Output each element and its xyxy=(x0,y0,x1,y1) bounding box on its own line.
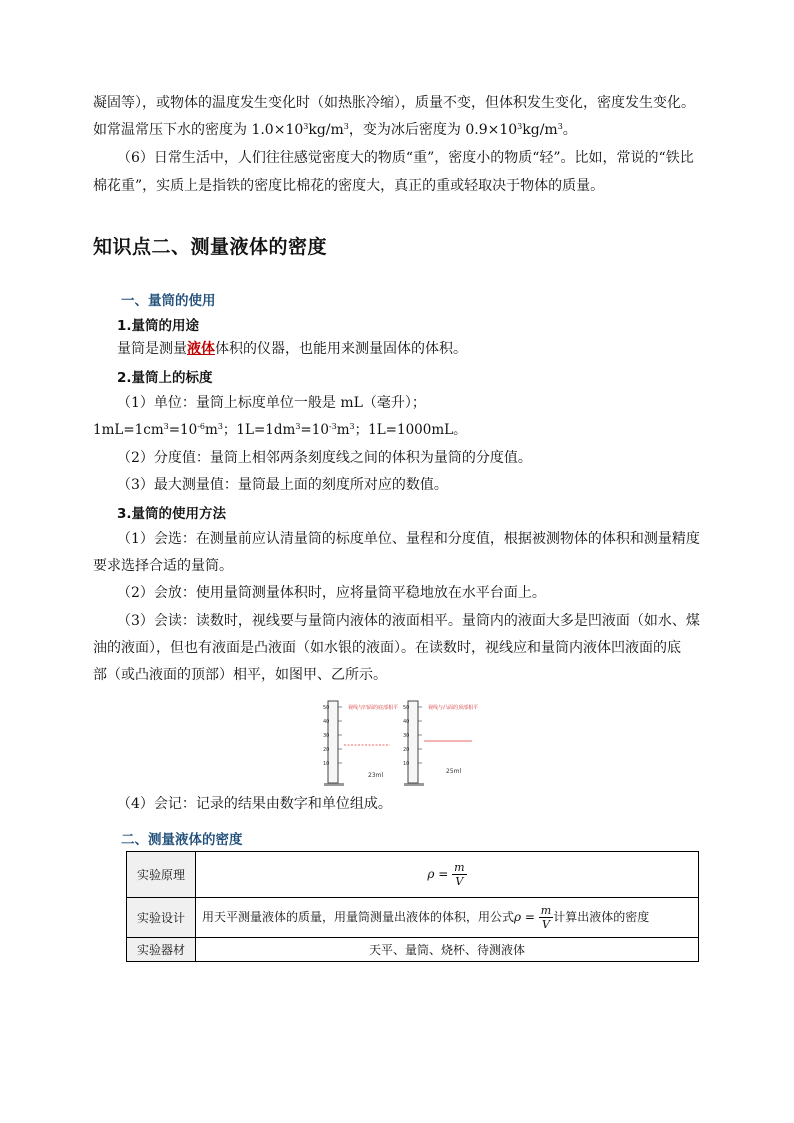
method-2: （2）会放：使用量筒测量体积时，应将量筒平稳地放在水平台面上。 xyxy=(117,585,546,601)
table-row xyxy=(127,938,699,962)
tick-label: 50 xyxy=(403,705,410,711)
row-label: 实验原理 xyxy=(127,852,196,898)
method-4: （4）会记：记录的结果由数字和单位组成。 xyxy=(117,796,392,812)
intro-line-4: 棉花重”，实质上是指铁的密度比棉花的密度大，真正的重或轻取决于物体的质量。 xyxy=(93,178,605,194)
intro-line-3: （6）日常生活中，人们往往感觉密度大的物质“重”，密度小的物质“轻”。比如，常说的“铁比 xyxy=(117,150,694,166)
max-line: （3）最大测量值：量筒最上面的刻度所对应的数值。 xyxy=(117,477,448,493)
intro-line-1: 凝固等），或物体的温度发生变化时（如热胀冷缩），质量不变，但体积发生变化，密度发生变化。 xyxy=(93,95,695,111)
row-label: 实验器材 xyxy=(127,938,196,962)
cylinder-right-body xyxy=(408,701,418,783)
design-text: 用天平测量液体的质量，用量筒测量出液体的体积，用公式ρ = $\frac{m}{V}$ 计算出液体的密度 xyxy=(196,898,699,938)
equipment-text: 天平、量筒、烧杯、待测液体 xyxy=(196,938,699,962)
section-title-cylinder: 一、量筒的使用 xyxy=(121,293,216,309)
fraction-m-over-v: $\frac{m}{V}$ xyxy=(540,904,552,931)
subheading-scale: 2.量筒上的标度 xyxy=(117,370,213,386)
principle-formula: ρ = $\frac{m}{V}$ xyxy=(196,852,699,898)
tick-label: 40 xyxy=(323,719,330,725)
table-row xyxy=(127,852,699,898)
table-row xyxy=(127,898,699,938)
tick-label: 20 xyxy=(323,747,330,753)
cylinder-left xyxy=(323,701,398,786)
left-caption: 视线与凹面的底部相平 xyxy=(348,705,399,711)
row-label: 实验设计 xyxy=(127,898,196,938)
unit-line: （1）单位：量筒上标度单位一般是 mL（毫升）； xyxy=(117,395,426,411)
cylinder-left-body xyxy=(328,701,338,783)
subheading-method: 3.量筒的使用方法 xyxy=(117,506,227,522)
method-3c: 部（或凸液面的顶部）相平，如图甲、乙所示。 xyxy=(93,667,387,683)
method-1a: （1）会选：在测量前应认清量筒的标度单位、量程和分度值，根据被测物体的体积和测量精度 xyxy=(117,531,700,547)
right-caption: 视线与凸面的顶部相平 xyxy=(428,705,479,711)
method-1b: 要求选择合适的量筒。 xyxy=(93,558,233,574)
experiment-table xyxy=(126,851,699,962)
tick-label: 50 xyxy=(323,705,330,711)
cylinder-right xyxy=(403,701,478,786)
fraction-m-over-v: $\frac{m}{V}$ xyxy=(454,861,465,888)
intro-line-2: 如常温常压下水的密度为 $1.0\times 10^3kg/m^3$，变为冰后密度为 $0.9\times 10^3kg/m^3$。 xyxy=(93,122,577,138)
knowledge-heading: 知识点二、测量液体的密度 xyxy=(93,236,328,258)
cylinder-reading-figure xyxy=(322,697,492,787)
keyword-liquid: 液体 xyxy=(187,341,215,357)
tick-label: 40 xyxy=(403,719,410,725)
left-reading: 23ml xyxy=(368,772,384,779)
method-3a: （3）会读：读数时，视线要与量筒内液体的液面相平。量筒内的液面大多是凹液面（如水、煤 xyxy=(117,613,700,629)
right-reading: 25ml xyxy=(446,768,462,775)
conversion-line: $1mL=1cm^3=10^{-6}m^3$；$1L=1dm^3=10^{-3}m^3$；1L=1000mL。 xyxy=(93,422,467,438)
tick-label: 20 xyxy=(403,747,410,753)
tick-label: 30 xyxy=(323,733,330,739)
section-title-density: 二、测量液体的密度 xyxy=(121,832,243,848)
subheading-purpose: 1.量筒的用途 xyxy=(117,318,200,334)
tick-label: 10 xyxy=(403,761,410,767)
method-3b: 油的液面），但也有液面是凸液面（如水银的液面）。在读数时，视线应和量筒内液体凹液面的底 xyxy=(93,640,681,656)
tick-label: 30 xyxy=(403,733,410,739)
tick-label: 10 xyxy=(323,761,330,767)
purpose-text: 量筒是测量液体体积的仪器，也能用来测量固体的体积。 xyxy=(117,341,467,357)
division-line: （2）分度值：量筒上相邻两条刻度线之间的体积为量筒的分度值。 xyxy=(117,450,532,466)
